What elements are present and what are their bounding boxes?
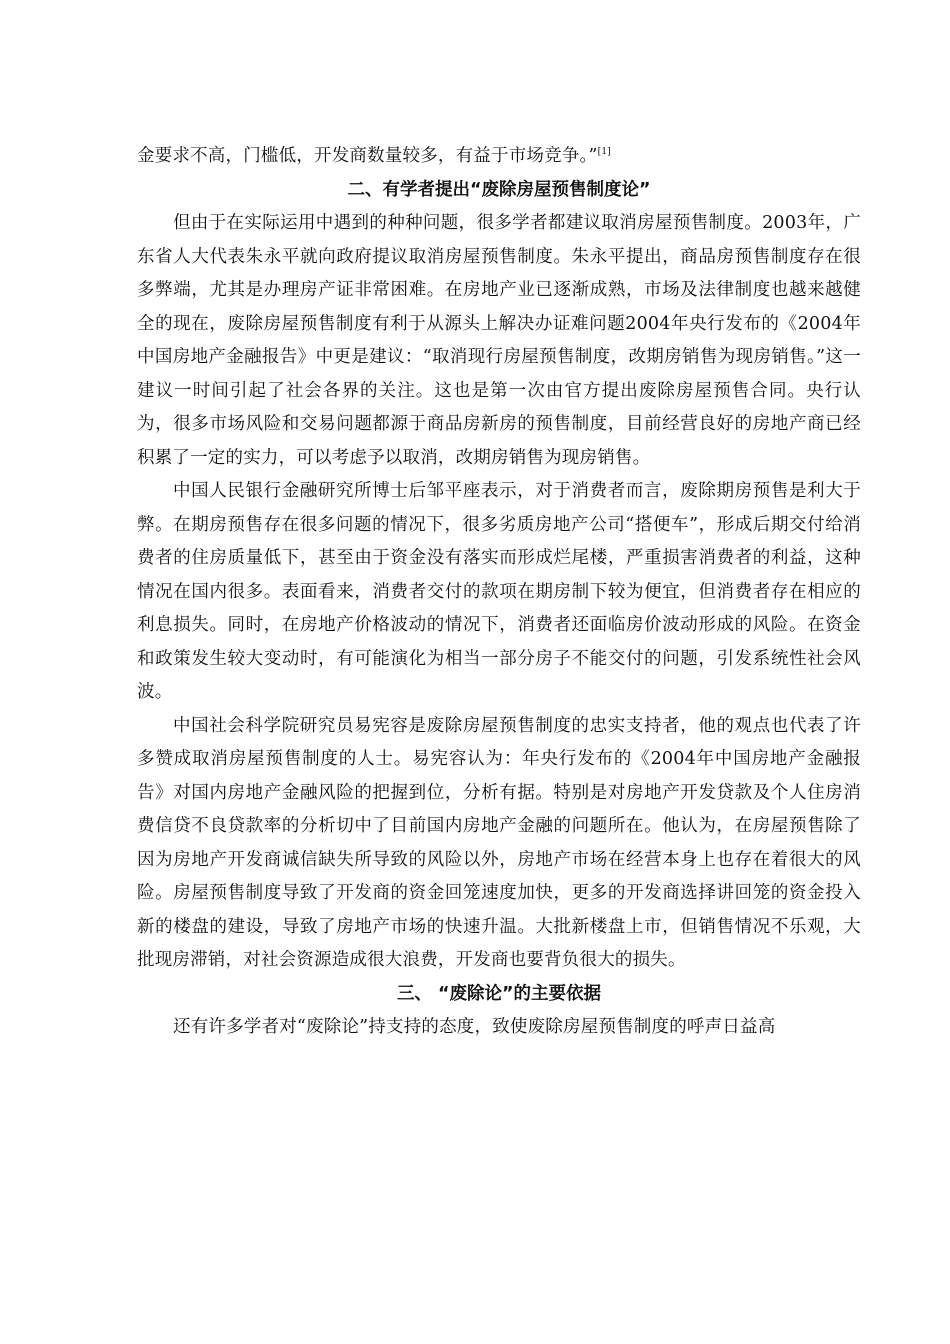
section-heading-2: 二、有学者提出“废除房屋预售制度论” [347,179,651,200]
citation-ref: [1] [597,147,611,158]
paragraph-2: 中国人民银行金融研究所博士后邹平座表示，对于消费者而言，废除期房预售是利大于弊。在期房预售存在很多问题的情况下，很多劣质房地产公司“搭便车”，形成后期交付给消费者的住房质量低下，甚至由于资金没有落实而形成烂尾楼，严重损害消费者的利益，这种情况在国内很多。表面看来，消费者交付的款项在期房制下较为便宜，但消费者存在相应的利息损失。同时，在房地产价格波动的情况下，消费者还面临房价波动形成的风险。在资金和政策发生较大变动时，有可能演化为相当一部分房子不能交付的问题，引发系统性社会风波。 [137,481,861,702]
paragraph-1: 但由于在实际运用中遇到的种种问题，很多学者都建议取消房屋预售制度。2003年，广东省人大代表朱永平就向政府提议取消房屋预售制度。朱永平提出，商品房预售制度存在很多弊端，尤其是办理房产证非常困难。在房地产业已逐渐成熟，市场及法律制度也越来越健全的现在，废除房屋预售制度有利于从源头上解决办证难问题2004年央行发布的《2004年中国房地产金融报告》中更是建议：“取消现行房屋预售制度，改期房销售为现房销售。”这一建议一时间引起了社会各界的关注。这也是第一次由官方提出废除房屋预售合同。央行认为，很多市场风险和交易问题都源于商品房新房的预售制度，目前经营良好的房地产商已经积累了一定的实力，可以考虑予以取消，改期房销售为现房销售。 [137,213,861,468]
document-page [137,140,861,1045]
section-heading-3: 三、 “废除论”的主要依据 [396,983,602,1004]
paragraph-text: 金要求不高，门槛低，开发商数量较多，有益于市场竞争。” [137,146,598,166]
paragraph-continuation [137,140,861,174]
paragraph-4: 还有许多学者对“废除论”持支持的态度，致使废除房屋预售制度的呼声日益高 [173,1017,776,1037]
paragraph-3: 中国社会科学院研究员易宪容是废除房屋预售制度的忠实支持者，他的观点也代表了许多赞成取消房屋预售制度的人士。易宪容认为：年央行发布的《2004年中国房地产金融报告》对国内房地产金融风险的把握到位，分析有据。特别是对房地产开发贷款及个人住房消费信贷不良贷款率的分析切中了目前国内房地产金融的问题所在。他认为，在房屋预售除了因为房地产开发商诚信缺失所导致的风险以外，房地产市场在经营本身上也存在着很大的风险。房屋预售制度导致了开发商的资金回笼速度加快，更多的开发商选择讲回笼的资金投入新的楼盘的建设，导致了房地产市场的快速升温。大批新楼盘上市，但销售情况不乐观，大批现房滞销，对社会资源造成很大浪费，开发商也要背负很大的损失。 [137,715,861,970]
